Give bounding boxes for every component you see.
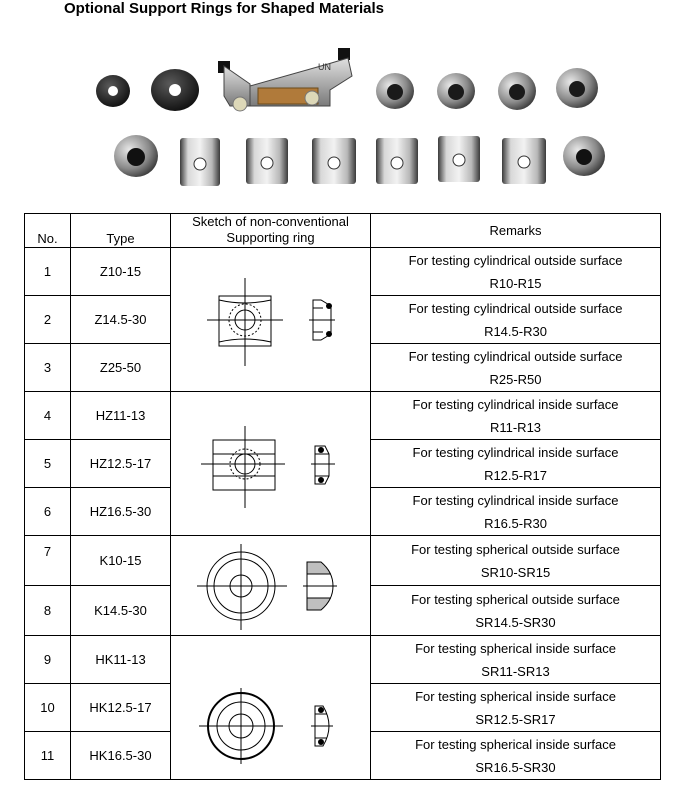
sketch-hz-ring: [171, 392, 371, 536]
table-row: [25, 536, 661, 586]
sketch-z-ring: [171, 248, 371, 392]
cell-remarks: For testing spherical inside surface SR12.5-SR17: [371, 684, 661, 732]
header-type: Type: [71, 214, 171, 248]
sketch-z-drawing: [171, 260, 371, 380]
cell-remarks: For testing spherical outside surface SR10-SR15: [371, 536, 661, 586]
table-header-row: [25, 214, 661, 248]
ring-steel-4: [556, 68, 598, 108]
header-no: No.: [25, 214, 71, 248]
block-4: [376, 138, 418, 184]
ring-dark-small: [96, 75, 130, 107]
block-2: [246, 138, 288, 184]
cell-no: 6: [25, 488, 71, 536]
block-5: [438, 136, 480, 182]
cell-no: 4: [25, 392, 71, 440]
table-row: [25, 636, 661, 684]
cell-type: HK12.5-17: [71, 684, 171, 732]
cell-no: 7: [25, 536, 71, 586]
cell-type: Z25-50: [71, 344, 171, 392]
table-row: [25, 248, 661, 296]
block-6: [502, 138, 546, 184]
cell-no: 1: [25, 248, 71, 296]
header-sketch: Sketch of non-conventional Supporting ring: [171, 214, 371, 248]
ring-steel-2: [437, 73, 475, 109]
ring-dark-large: [151, 69, 199, 111]
cell-type: Z10-15: [71, 248, 171, 296]
ring-steel-bottom-left: [114, 135, 158, 177]
cell-remarks: For testing cylindrical outside surface R25-R50: [371, 344, 661, 392]
cell-type: K14.5-30: [71, 586, 171, 636]
cell-type: HZ11-13: [71, 392, 171, 440]
page-title: Optional Support Rings for Shaped Materials: [64, 0, 385, 17]
cell-no: 5: [25, 440, 71, 488]
block-3: [312, 138, 356, 184]
block-1: [180, 138, 220, 186]
cell-remarks: For testing spherical inside surface SR16.5-SR30: [371, 732, 661, 780]
cell-no: 10: [25, 684, 71, 732]
support-rings-photo: [90, 36, 620, 206]
cell-remarks: For testing cylindrical outside surface R10-R15: [371, 248, 661, 296]
fixture-stamp: UN: [318, 62, 331, 72]
cell-no: 11: [25, 732, 71, 780]
table-row: [25, 392, 661, 440]
sketch-k-drawing: [171, 538, 371, 634]
sketch-hk-ring: [171, 636, 371, 780]
cell-remarks: For testing cylindrical outside surface R14.5-R30: [371, 296, 661, 344]
sketch-hz-drawing: [171, 404, 371, 524]
header-remarks: Remarks: [371, 214, 661, 248]
cell-remarks: For testing cylindrical inside surface R16.5-R30: [371, 488, 661, 536]
cell-remarks: For testing spherical outside surface SR14.5-SR30: [371, 586, 661, 636]
cell-type: HZ16.5-30: [71, 488, 171, 536]
ring-steel-bottom-right: [563, 136, 605, 176]
cell-remarks: For testing cylindrical inside surface R11-R13: [371, 392, 661, 440]
support-rings-table: [24, 213, 661, 780]
cell-no: 9: [25, 636, 71, 684]
cylindrical-bar-fixture: [218, 48, 352, 111]
ring-steel-3: [498, 72, 536, 110]
ring-steel-1: [376, 73, 414, 109]
cell-type: HK16.5-30: [71, 732, 171, 780]
cell-type: Z14.5-30: [71, 296, 171, 344]
cell-no: 8: [25, 586, 71, 636]
cell-type: HK11-13: [71, 636, 171, 684]
cell-no: 3: [25, 344, 71, 392]
cell-type: K10-15: [71, 536, 171, 586]
sketch-hk-drawing: [171, 648, 371, 768]
sketch-k-ring: [171, 536, 371, 636]
cell-remarks: For testing spherical inside surface SR11-SR13: [371, 636, 661, 684]
cell-type: HZ12.5-17: [71, 440, 171, 488]
cell-no: 2: [25, 296, 71, 344]
cell-remarks: For testing cylindrical inside surface R12.5-R17: [371, 440, 661, 488]
